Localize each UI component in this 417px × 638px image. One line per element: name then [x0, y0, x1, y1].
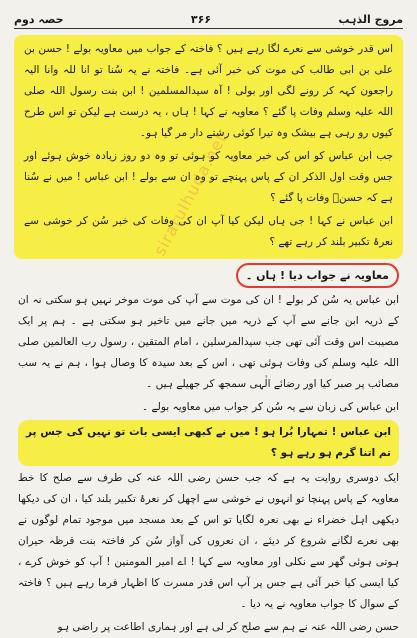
paragraph-4: ابن عباس یہ سُن کر بولے ! ان کی موت سے آپ کی موت موخر نہیں ہو سکتی نہ ان کے ذریہ ابن جانے سے آپ کے ذریہ میں جانے میں تاخیر ہو سکتی ہے ۔ ہم پر ایک مصیبت اس وقت آئی تھی جب سیدالمرسلین ، امام المتقین ، رسول رب العالمین صلی اللہ علیہ وسلم کی وفات ہوئی تھی ، اس کے بعد سیدہ کا وصال ہوا ، ہم نے یہ سب مصائب پر صبر کیا اور رضائے الٰہی سمجھ کر جھیلے ہیں ۔: [18, 294, 399, 390]
quote-line-wrap: [14, 420, 403, 466]
watermark: siratulhuda.net: [150, 129, 231, 259]
paragraph-6: ایک دوسری روایت یہ ہے کہ جب حسن رضی اللہ عنہ کی طرف سے صلح کا خط معاویہ کے پاس پہنچا تو انہوں نے خوشی سے اچھل کر نعرۂ تکبیر بلند کیا ، ان کی دیکھا دیکھی اہل خضراء نے بھی نعرہ لگایا تو اس کے بعد مسجد میں موجود تمام لوگوں نے بھی نعرے لگانے شروع کر دیئے ، ان نعروں کی آواز سُن کر فاختہ بنت قرظہ حیران ہوتی ہوئی گھر سے نکلی اور معاویہ سے کہا ! اے امیر المومنین ! آپ کو خوش کرے ، کیا ایسی کیا خبر آئی ہے جس پر آپ اس قدر مسرت کا اظہار فرما رہے ہیں ؟ فاختہ کے سوال کا جواب معاویہ نے یہ دیا ۔: [18, 472, 399, 610]
book-title: مروج الذہب: [338, 12, 403, 26]
page-number: ۳۶۶: [190, 12, 212, 26]
paragraph-7: حسن رضی اللہ عنہ نے ہم سے صلح کر لی ہے اور ہماری اطاعت پر راضی ہو: [57, 621, 399, 633]
circled-reply: معاویہ نے جواب دیا ! ہاں ۔: [236, 263, 399, 288]
page-header: [14, 10, 403, 29]
paragraph-5: ابن عباس کی زبان سے یہ سُن کر جواب میں معاویہ بولے ۔: [142, 401, 399, 413]
paragraph-2: جب ابن عباس کو اس کی خبر معاویہ کو ہوئی تو وہ دو روز زیادہ خوش ہوئے اور جس وقت اول الذکر ان کے پاس پہنچے تو وہ ان سے بولے ! ابن عباس ! میں نے سُنا ہے کہ حسنؓ وفات پا گئے ؟: [24, 150, 393, 204]
paragraph-1: اس قدر خوشی سے نعرے لگا رہے ہیں ؟ فاختہ کے جواب میں معاویہ بولے ! حسن بن علی بن ابی طالب کی موت کی خبر آئی ہے۔ فاختہ نے یہ سُنا تو انا للہ وانا الیہ راجعون کہہ کر رونے لگی اور بولی ! آہ سیدالمسلمین ! ابن بنت رسول اللہ صلی اللہ علیہ وسلم وفات پا گئے ؟ معاویہ نے کہا ! ہاں ، یہ درست ہے لیکن تو اس طرح کیوں رو رہی ہے بیشک وہ تیرا کوئی رشتے دار مر گیا ہو۔: [24, 43, 393, 139]
circled-line-wrap: [14, 263, 403, 288]
paragraph-3: ابن عباس نے کہا ! جی ہاں لیکن کیا آپ ان کی وفات کی خبر سُن کر خوشی سے نعرۂ تکبیر بلند کر رہے تھے ؟: [24, 215, 393, 248]
volume-label: حصہ دوم: [14, 12, 64, 26]
highlighted-passage: [14, 35, 403, 259]
highlighted-quote: ابن عباس ! تمہارا بُرا ہو ! میں نے کبھی ایسی بات تو نہیں کی جس پر تم اتنا گرم ہو رہے ہو ؟: [18, 420, 399, 466]
